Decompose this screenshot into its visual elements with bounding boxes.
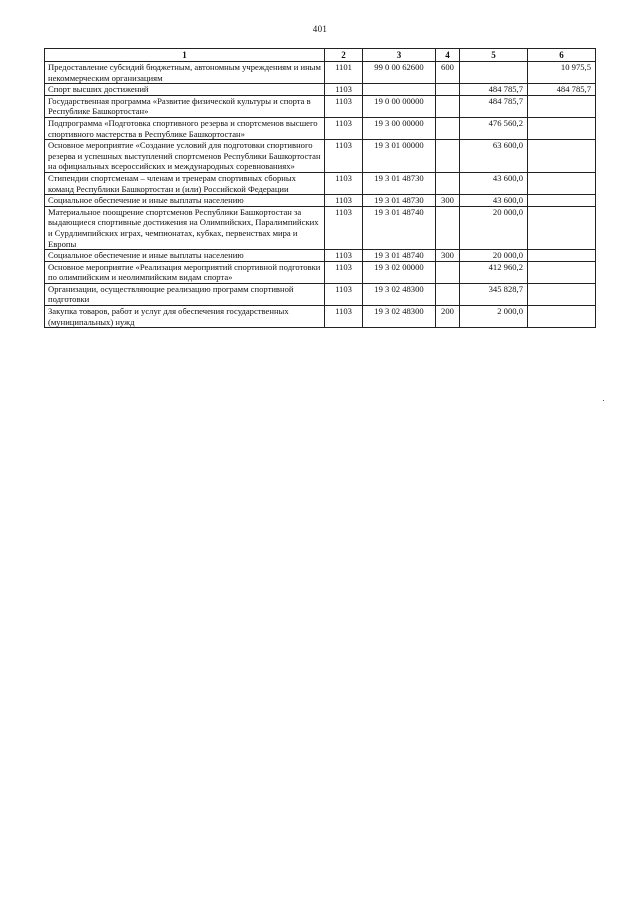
row-name: Государственная программа «Развитие физической культуры и спорта в Республике Башкортостан» [45,95,325,117]
row-name: Организации, осуществляющие реализацию программ спортивной подготовки [45,283,325,305]
row-code: 19 3 02 48300 [363,283,436,305]
table-row [45,62,596,84]
row-type [436,140,460,173]
row-section: 1103 [325,306,363,328]
col-header-4: 4 [436,49,460,62]
row-type: 300 [436,250,460,262]
row-sum2 [528,117,596,139]
row-type: 200 [436,306,460,328]
row-type: 300 [436,195,460,207]
row-sum2 [528,261,596,283]
col-header-1: 1 [45,49,325,62]
row-sum: 43 600,0 [460,195,528,207]
table-row [45,117,596,139]
col-header-6: 6 [528,49,596,62]
table-row [45,283,596,305]
row-sum2 [528,250,596,262]
row-sum2 [528,140,596,173]
row-section: 1103 [325,261,363,283]
table-row [45,84,596,96]
row-sum: 412 960,2 [460,261,528,283]
row-sum: 43 600,0 [460,172,528,194]
row-name: Спорт высших достижений [45,84,325,96]
budget-table [44,48,596,328]
row-section: 1103 [325,172,363,194]
row-sum2 [528,172,596,194]
row-sum2: 10 975,5 [528,62,596,84]
row-code [363,84,436,96]
col-header-3: 3 [363,49,436,62]
scan-speck [603,400,604,401]
row-section: 1103 [325,206,363,249]
table-row [45,306,596,328]
row-section: 1103 [325,84,363,96]
row-code: 19 3 01 48740 [363,206,436,249]
row-code: 19 3 01 48730 [363,172,436,194]
row-name: Подпрограмма «Подготовка спортивного резерва и спортсменов высшего спортивного мастерства в Республике Башкортостан» [45,117,325,139]
row-sum: 20 000,0 [460,250,528,262]
row-code: 19 3 01 00000 [363,140,436,173]
row-code: 99 0 00 62600 [363,62,436,84]
row-name: Социальное обеспечение и иные выплаты населению [45,250,325,262]
row-sum [460,62,528,84]
row-code: 19 0 00 00000 [363,95,436,117]
row-sum: 484 785,7 [460,95,528,117]
row-type [436,95,460,117]
row-section: 1103 [325,140,363,173]
row-sum: 2 000,0 [460,306,528,328]
row-type [436,117,460,139]
row-type [436,206,460,249]
table-row [45,250,596,262]
row-section: 1103 [325,250,363,262]
row-name: Социальное обеспечение и иные выплаты населению [45,195,325,207]
table-row [45,195,596,207]
row-sum2 [528,206,596,249]
row-code: 19 3 02 00000 [363,261,436,283]
row-name: Основное мероприятие «Реализация мероприятий спортивной подготовки по олимпийским и неолимпийским видам спорта» [45,261,325,283]
row-sum2 [528,306,596,328]
row-type [436,172,460,194]
table-row [45,140,596,173]
row-type: 600 [436,62,460,84]
row-sum: 476 560,2 [460,117,528,139]
row-sum: 484 785,7 [460,84,528,96]
table-row [45,206,596,249]
row-sum2: 484 785,7 [528,84,596,96]
col-header-2: 2 [325,49,363,62]
row-sum2 [528,95,596,117]
row-name: Закупка товаров, работ и услуг для обеспечения государственных (муниципальных) нужд [45,306,325,328]
row-code: 19 3 02 48300 [363,306,436,328]
row-name: Стипендии спортсменам – членам и тренерам спортивных сборных команд Республики Башкортостан и (или) Российской Федерации [45,172,325,194]
row-name: Материальное поощрение спортсменов Республики Башкортостан за выдающиеся спортивные достижения на Олимпийских, Паралимпийских и Сурдлимпийских играх, чемпионатах, кубках, первенствах мира и Европы [45,206,325,249]
row-section: 1101 [325,62,363,84]
row-section: 1103 [325,195,363,207]
row-code: 19 3 00 00000 [363,117,436,139]
row-section: 1103 [325,95,363,117]
row-type [436,283,460,305]
table-row [45,172,596,194]
row-sum: 345 828,7 [460,283,528,305]
row-type [436,84,460,96]
row-name: Основное мероприятие «Создание условий для подготовки спортивного резерва и успешных выступлений спортсменов Республики Башкортостан на официальных всероссийских и международных соревнованиях» [45,140,325,173]
row-section: 1103 [325,117,363,139]
table-header-row [45,49,596,62]
row-sum2 [528,283,596,305]
row-sum: 63 600,0 [460,140,528,173]
row-sum: 20 000,0 [460,206,528,249]
row-type [436,261,460,283]
row-name: Предоставление субсидий бюджетным, автономным учреждениям и иным некоммерческим организациям [45,62,325,84]
table-row [45,261,596,283]
row-code: 19 3 01 48740 [363,250,436,262]
row-section: 1103 [325,283,363,305]
row-sum2 [528,195,596,207]
row-code: 19 3 01 48730 [363,195,436,207]
table-row [45,95,596,117]
page-number: 401 [312,24,328,34]
col-header-5: 5 [460,49,528,62]
